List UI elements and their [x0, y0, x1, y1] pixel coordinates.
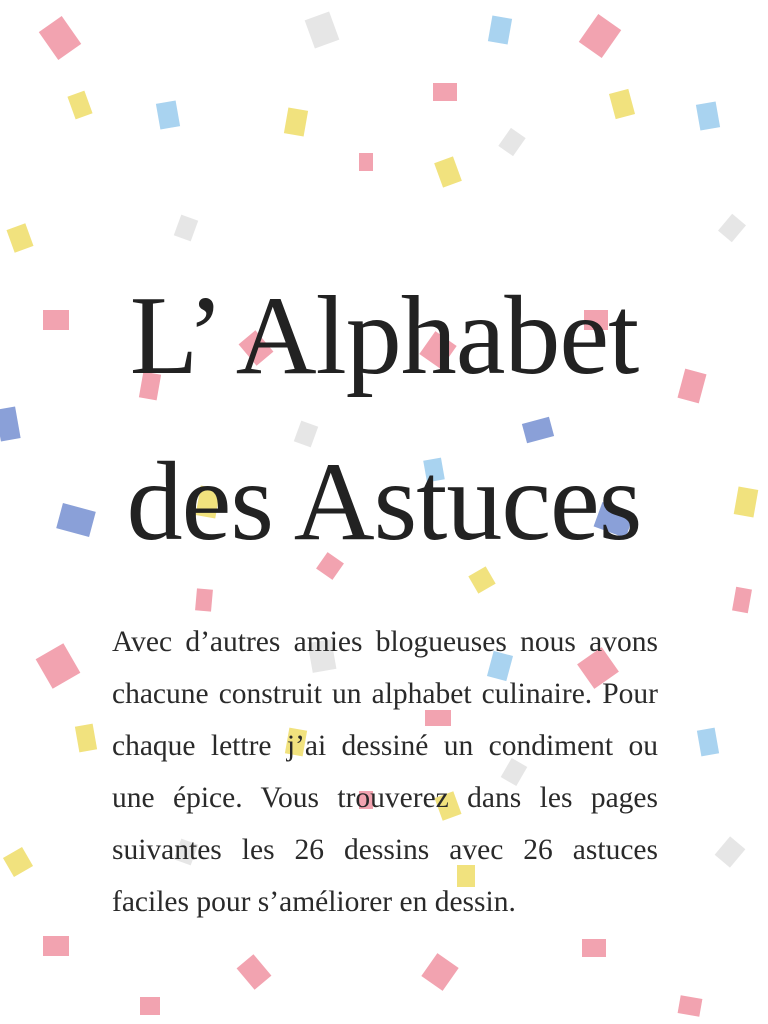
confetti-piece	[696, 101, 720, 130]
confetti-piece	[359, 153, 373, 171]
confetti-piece	[3, 847, 33, 877]
confetti-piece	[284, 107, 308, 136]
confetti-piece	[715, 836, 746, 867]
confetti-piece	[678, 995, 703, 1017]
intro-paragraph: Avec d’autres amies blogueuses nous avons chacune construit un alphabet culinaire. Pour chaque lettre j’ai dessiné un condiment ou une épice. Vous trouverez dans les pages suivantes les 26 dessins avec 26 astuces faciles pour s’améliorer en dessin.	[112, 626, 658, 918]
confetti-piece	[36, 643, 81, 688]
page-title	[0, 253, 768, 585]
confetti-piece	[433, 83, 457, 101]
title-line-2: des Astuces	[126, 440, 642, 565]
confetti-piece	[43, 936, 69, 956]
confetti-piece	[305, 11, 340, 48]
confetti-piece	[156, 100, 180, 129]
confetti-piece	[498, 128, 525, 156]
confetti-piece	[488, 15, 512, 44]
title-line-1: L’ Alphabet	[129, 274, 639, 399]
confetti-piece	[140, 997, 160, 1015]
confetti-piece	[195, 588, 213, 611]
confetti-piece	[39, 16, 81, 60]
confetti-piece	[732, 587, 752, 613]
confetti-piece	[697, 728, 719, 757]
confetti-piece	[582, 939, 606, 957]
confetti-piece	[237, 954, 272, 990]
confetti-piece	[434, 156, 462, 187]
confetti-piece	[718, 214, 746, 242]
confetti-piece	[6, 223, 33, 252]
confetti-piece	[75, 724, 97, 753]
confetti-piece	[67, 91, 92, 120]
confetti-piece	[609, 89, 635, 119]
confetti-piece	[579, 14, 621, 58]
confetti-piece	[174, 215, 198, 242]
confetti-piece	[421, 953, 458, 991]
